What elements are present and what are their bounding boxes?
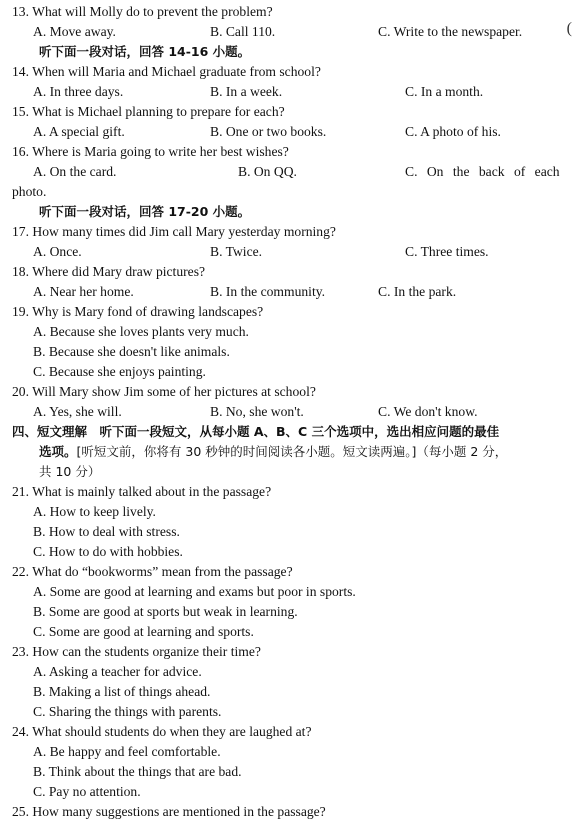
question-17-option-b: B. Twice. — [210, 244, 263, 259]
question-24-option-a: A. Be happy and feel comfortable. — [33, 744, 221, 759]
question-14-option-a: A. In three days. — [33, 84, 124, 99]
question-21-option-c: C. How to do with hobbies. — [33, 544, 183, 559]
question-14-stem: 14. When will Maria and Michael graduate from school? — [12, 64, 321, 79]
section-4-title-line-2 — [12, 442, 568, 462]
question-14-option-c: C. In a month. — [405, 84, 484, 99]
question-22-stem: 22. What do “bookworms” mean from the passage? — [12, 564, 293, 579]
question-18-option-c: C. In the park. — [378, 284, 457, 299]
question-22-option-a: A. Some are good at learning and exams but poor in sports. — [33, 584, 356, 599]
question-14-option-b: B. In a week. — [210, 84, 283, 99]
page-edge-bracket: ( — [566, 20, 572, 37]
section-4-note: [听短文前，你将有 30 秒钟的时间阅读各小题。短文读两遍。]（每小题 2 分， — [76, 444, 508, 459]
question-22-option-c: C. Some are good at learning and sports. — [33, 624, 254, 639]
question-25-stem: 25. How many suggestions are mentioned in the passage? — [12, 804, 326, 819]
question-18-option-a: A. Near her home. — [33, 284, 134, 299]
question-20-stem: 20. Will Mary show Jim some of her pictures at school? — [12, 384, 316, 399]
question-20-options — [0, 402, 568, 422]
question-20-option-a: A. Yes, she will. — [33, 404, 122, 419]
question-24-option-c: C. Pay no attention. — [33, 784, 141, 799]
question-13-option-a: A. Move away. — [33, 24, 116, 39]
question-20-option-c: C. We don't know. — [378, 404, 478, 419]
question-16-option-b: B. On QQ. — [238, 164, 297, 179]
question-14-options — [0, 82, 568, 102]
question-13-option-b: B. Call 110. — [210, 24, 276, 39]
section-4-note-end: 共 10 分） — [39, 464, 101, 479]
section-4-instructions — [12, 422, 568, 482]
question-17-stem: 17. How many times did Jim call Mary yesterday morning? — [12, 224, 336, 239]
question-18-stem: 18. Where did Mary draw pictures? — [12, 264, 206, 279]
question-21-stem: 21. What is mainly talked about in the passage? — [12, 484, 272, 499]
question-16-option-c-continuation: photo. — [12, 184, 47, 199]
question-13-option-c: C. Write to the newspaper. — [378, 24, 523, 39]
question-19-option-b: B. Because she doesn't like animals. — [33, 344, 230, 359]
question-15-option-a: A. A special gift. — [33, 124, 125, 139]
question-21-option-b: B. How to deal with stress. — [33, 524, 180, 539]
question-18-option-b: B. In the community. — [210, 284, 326, 299]
question-19-option-c: C. Because she enjoys painting. — [33, 364, 206, 379]
question-19-option-a: A. Because she loves plants very much. — [33, 324, 249, 339]
question-24-stem: 24. What should students do when they are laughed at? — [12, 724, 312, 739]
listening-heading-14-16: 听下面一段对话，回答 14-16 小题。 — [39, 44, 251, 59]
question-16-stem: 16. Where is Maria going to write her best wishes? — [12, 144, 289, 159]
question-21-option-a: A. How to keep lively. — [33, 504, 156, 519]
question-18-options — [0, 282, 568, 302]
question-22-option-b: B. Some are good at sports but weak in learning. — [33, 604, 298, 619]
question-16-options — [0, 162, 568, 182]
question-23-option-c: C. Sharing the things with parents. — [33, 704, 222, 719]
question-23-option-b: B. Making a list of things ahead. — [33, 684, 211, 699]
section-4-title: 四、短文理解 听下面一段短文，从每小题 A、B、C 三个选项中，选出相应问题的最佳 — [12, 424, 500, 439]
question-23-option-a: A. Asking a teacher for advice. — [33, 664, 202, 679]
section-4-title-end: 选项。 — [39, 444, 77, 459]
question-17-option-a: A. Once. — [33, 244, 82, 259]
listening-heading-17-20: 听下面一段对话，回答 17-20 小题。 — [39, 204, 251, 219]
question-24-option-b: B. Think about the things that are bad. — [33, 764, 242, 779]
question-15-stem: 15. What is Michael planning to prepare for each? — [12, 104, 285, 119]
question-17-options — [0, 242, 568, 262]
question-20-option-b: B. No, she won't. — [210, 404, 304, 419]
question-13-stem: 13. What will Molly do to prevent the problem? — [12, 4, 273, 19]
question-15-option-c: C. A photo of his. — [405, 124, 501, 139]
question-15-options — [0, 122, 568, 142]
question-16-option-c: C. On the back of each — [405, 164, 560, 179]
question-19-stem: 19. Why is Mary fond of drawing landscapes? — [12, 304, 264, 319]
question-16-option-a: A. On the card. — [33, 164, 117, 179]
question-15-option-b: B. One or two books. — [210, 124, 327, 139]
question-17-option-c: C. Three times. — [405, 244, 489, 259]
question-23-stem: 23. How can the students organize their time? — [12, 644, 261, 659]
question-13-options — [0, 22, 568, 42]
